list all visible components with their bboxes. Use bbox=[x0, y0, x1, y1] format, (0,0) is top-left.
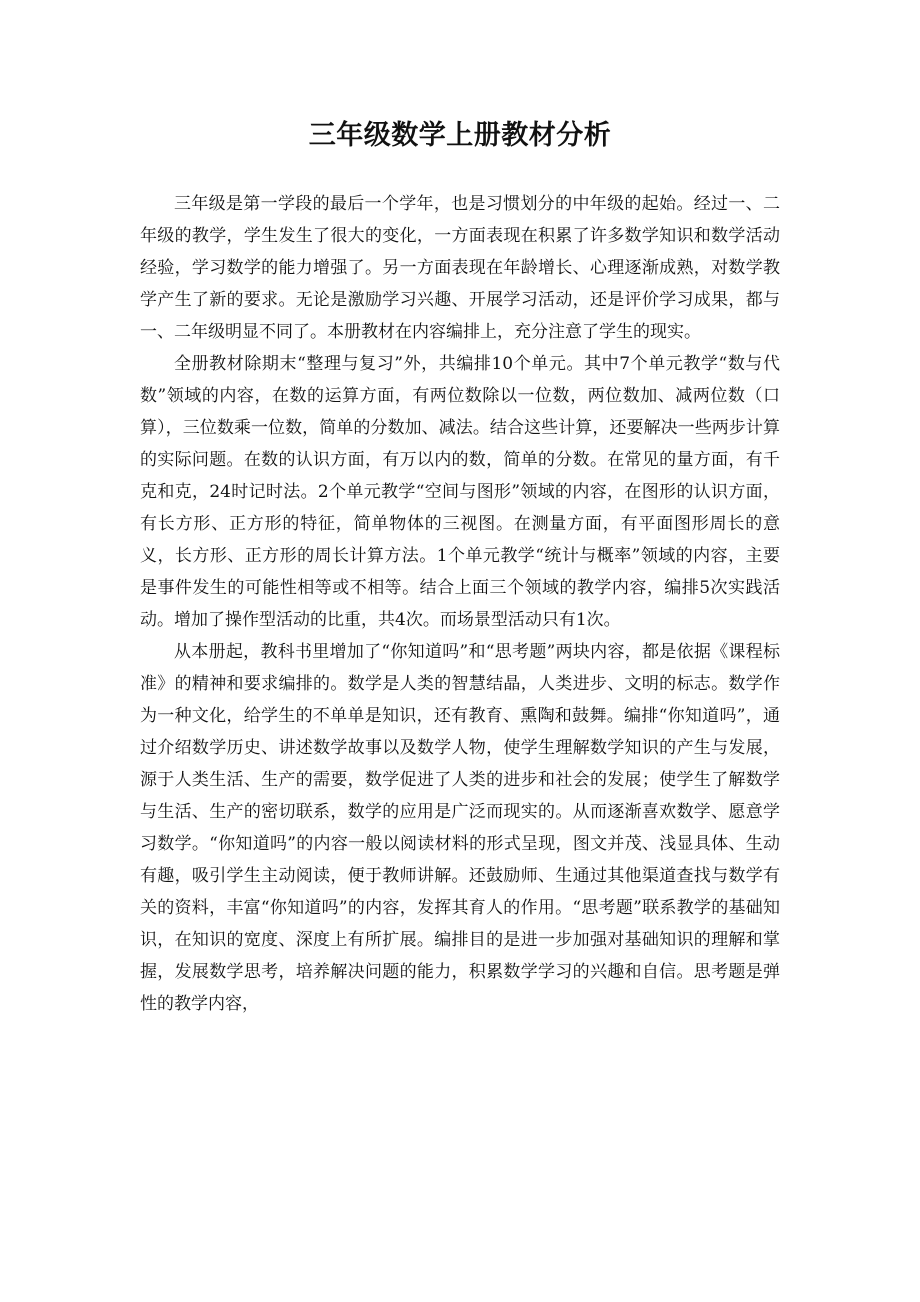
paragraph-intro: 三年级是第一学段的最后一个学年，也是习惯划分的中年级的起始。经过一、二年级的教学，学生发生了很大的变化，一方面表现在积累了许多数学知识和数学活动经验，学习数学的能力增强了。另一方面表现在年龄增长、心理逐渐成熟，对数学教学产生了新的要求。无论是激励学习兴趣、开展学习活动，还是评价学习成果，都与一、二年级明显不同了。本册教材在内容编排上，充分注意了学生的现实。 bbox=[140, 194, 780, 342]
paragraph-units: 全册教材除期末“整理与复习”外，共编排10个单元。其中7个单元教学“数与代数”领域的内容，在数的运算方面，有两位数除以一位数，两位数加、减两位数（口算），三位数乘一位数，简单的分数加、减法。结合这些计算，还要解决一些两步计算的实际问题。在数的认识方面，有万以内的数，简单的分数。在常见的量方面，有千克和克，24时记时法。2个单元教学“空间与图形”领域的内容，在图形的认识方面，有长方形、正方形的特征，简单物体的三视图。在测量方面，有平面图形周长的意义，长方形、正方形的周长计算方法。1个单元教学“统计与概率”领域的内容，主要是事件发生的可能性相等或不相等。结合上面三个领域的教学内容，编排5次实践活动。增加了操作型活动的比重，共4次。而场景型活动只有1次。 bbox=[140, 354, 780, 630]
paragraph-extras: 从本册起，教科书里增加了“你知道吗”和“思考题”两块内容，都是依据《课程标准》的精神和要求编排的。数学是人类的智慧结晶，人类进步、文明的标志。数学作为一种文化，给学生的不单单是知识，还有教育、熏陶和鼓舞。编排“你知道吗”，通过介绍数学历史、讲述数学故事以及数学人物，使学生理解数学知识的产生与发展，源于人类生活、生产的需要，数学促进了人类的进步和社会的发展；使学生了解数学与生活、生产的密切联系，数学的应用是广泛而现实的。从而逐渐喜欢数学、愿意学习数学。“你知道吗”的内容一般以阅读材料的形式呈现，图文并茂、浅显具体、生动有趣，吸引学生主动阅读，便于教师讲解。还鼓励师、生通过其他渠道查找与数学有关的资料，丰富“你知道吗”的内容，发挥其育人的作用。“思考题”联系教学的基础知识，在知识的宽度、深度上有所扩展。编排目的是进一步加强对基础知识的理解和掌握，发展数学思考，培养解决问题的能力，积累数学学习的兴趣和自信。思考题是弹性的教学内容， bbox=[140, 642, 780, 1014]
document-body bbox=[140, 188, 780, 1020]
document-title: 三年级数学上册教材分析 bbox=[308, 120, 612, 151]
